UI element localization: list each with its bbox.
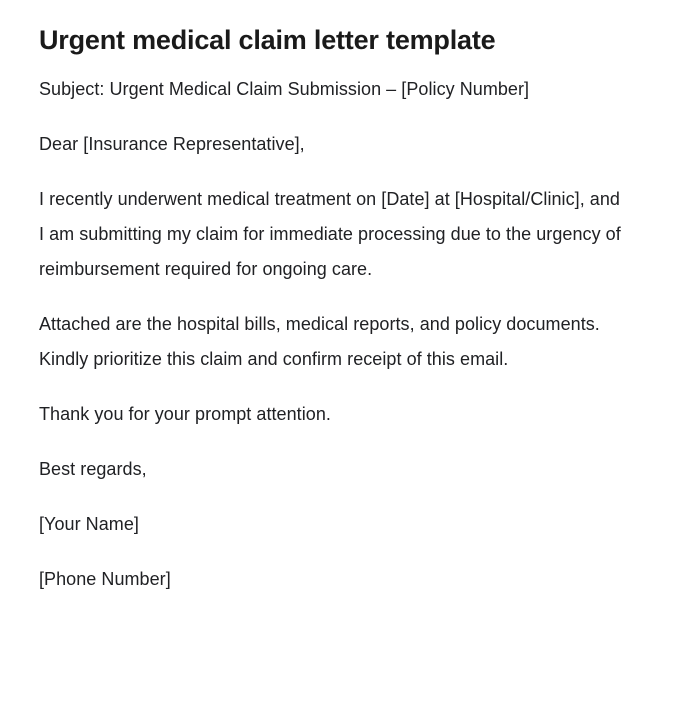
letter-subject-line: Subject: Urgent Medical Claim Submission – [Policy Number] (39, 79, 530, 99)
letter-signature-phone: [Phone Number] (39, 569, 171, 589)
letter-paragraph-attachments: Attached are the hospital bills, medical reports, and policy documents. Kindly prioritize this claim and confirm receipt of this email. (39, 314, 600, 369)
page-title: Urgent medical claim letter template (39, 25, 496, 55)
letter-paragraph-thanks: Thank you for your prompt attention. (39, 404, 331, 424)
letter-paragraph-treatment: I recently underwent medical treatment on [Date] at [Hospital/Clinic], and I am submitting my claim for immediate processing due to the urgency of reimbursement required for ongoing care. (39, 189, 621, 279)
letter-signature-name: [Your Name] (39, 514, 139, 534)
letter-salutation: Dear [Insurance Representative], (39, 134, 305, 154)
letter-body (39, 57, 625, 597)
letter-closing: Best regards, (39, 459, 147, 479)
